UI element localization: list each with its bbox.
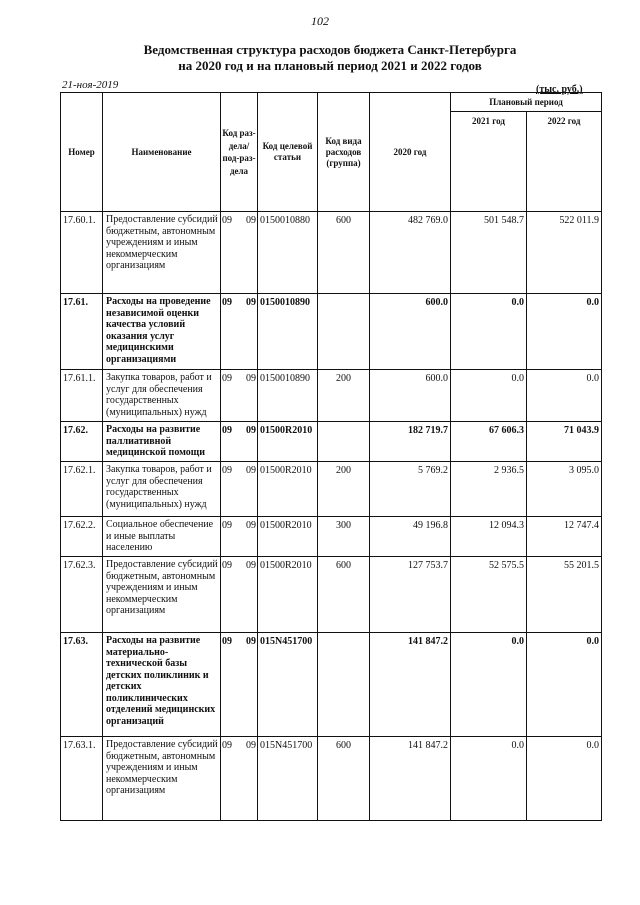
row-razdel bbox=[221, 370, 258, 422]
row-vid-code bbox=[318, 294, 370, 370]
row-number: 17.62.3. bbox=[61, 557, 103, 633]
row-value-2020: 127 753.7 bbox=[370, 557, 451, 633]
row-podrazdel-code: 09 bbox=[246, 425, 256, 436]
row-value-2020: 600.0 bbox=[370, 294, 451, 370]
row-value-2022: 0.0 bbox=[527, 737, 602, 821]
row-razdel-code: 09 bbox=[222, 465, 232, 476]
header-2021: 2021 год bbox=[451, 112, 527, 212]
row-number: 17.63.1. bbox=[61, 737, 103, 821]
row-value-2021: 0.0 bbox=[451, 737, 527, 821]
row-value-2020: 49 196.8 bbox=[370, 517, 451, 557]
table-row bbox=[61, 422, 602, 462]
row-value-2020: 600.0 bbox=[370, 370, 451, 422]
row-number: 17.61.1. bbox=[61, 370, 103, 422]
row-number: 17.62.2. bbox=[61, 517, 103, 557]
row-name: Предоставление субсидий бюджетным, автономным учреждениям и иным некоммерческим организациям bbox=[103, 557, 221, 633]
row-name: Социальное обеспечение и иные выплаты населению bbox=[103, 517, 221, 557]
budget-table bbox=[60, 92, 602, 821]
row-value-2022: 12 747.4 bbox=[527, 517, 602, 557]
document-date: 21-ноя-2019 bbox=[62, 79, 119, 91]
row-number: 17.62.1. bbox=[61, 462, 103, 517]
row-value-2022: 55 201.5 bbox=[527, 557, 602, 633]
row-razdel bbox=[221, 422, 258, 462]
row-name: Закупка товаров, работ и услуг для обеспечения государственных (муниципальных) нужд bbox=[103, 462, 221, 517]
row-name: Предоставление субсидий бюджетным, автономным учреждениям и иным некоммерческим организациям bbox=[103, 737, 221, 821]
header-2020: 2020 год bbox=[370, 93, 451, 212]
row-razdel bbox=[221, 737, 258, 821]
header-vid: Код вида расходов (группа) bbox=[318, 93, 370, 212]
row-value-2020: 5 769.2 bbox=[370, 462, 451, 517]
row-vid-code bbox=[318, 422, 370, 462]
table-row bbox=[61, 294, 602, 370]
table-row bbox=[61, 212, 602, 294]
title-line-2: на 2020 год и на плановый период 2021 и 2022 годов bbox=[178, 58, 482, 73]
row-razdel-code: 09 bbox=[222, 560, 232, 571]
row-value-2021: 12 094.3 bbox=[451, 517, 527, 557]
row-razdel-code: 09 bbox=[222, 297, 232, 308]
row-number: 17.60.1. bbox=[61, 212, 103, 294]
row-podrazdel-code: 09 bbox=[246, 560, 256, 571]
table-row bbox=[61, 517, 602, 557]
row-vid-code: 300 bbox=[318, 517, 370, 557]
row-value-2022: 522 011.9 bbox=[527, 212, 602, 294]
row-razdel bbox=[221, 462, 258, 517]
row-razdel bbox=[221, 212, 258, 294]
header-planned: Плановый период bbox=[451, 93, 602, 112]
row-razdel bbox=[221, 517, 258, 557]
row-vid-code: 600 bbox=[318, 212, 370, 294]
header-number: Номер bbox=[61, 93, 103, 212]
row-podrazdel-code: 09 bbox=[246, 520, 256, 531]
table-row bbox=[61, 737, 602, 821]
row-name: Расходы на развитие материально-технической базы детских поликлиник и детских поликлинических отделений медицинских организаций bbox=[103, 633, 221, 737]
row-value-2021: 67 606.3 bbox=[451, 422, 527, 462]
row-target-code: 01500R2010 bbox=[258, 422, 318, 462]
row-razdel bbox=[221, 294, 258, 370]
row-value-2021: 0.0 bbox=[451, 294, 527, 370]
unit-label: (тыс. руб.) bbox=[536, 84, 583, 95]
row-podrazdel-code: 09 bbox=[246, 297, 256, 308]
row-number: 17.62. bbox=[61, 422, 103, 462]
row-value-2021: 501 548.7 bbox=[451, 212, 527, 294]
header-name: Наименование bbox=[103, 93, 221, 212]
row-name: Расходы на проведение независимой оценки качества условий оказания услуг медицинскими организациями bbox=[103, 294, 221, 370]
row-target-code: 015N451700 bbox=[258, 737, 318, 821]
row-podrazdel-code: 09 bbox=[246, 373, 256, 384]
table-row bbox=[61, 370, 602, 422]
row-podrazdel-code: 09 bbox=[246, 215, 256, 226]
row-target-code: 01500R2010 bbox=[258, 557, 318, 633]
row-value-2022: 0.0 bbox=[527, 633, 602, 737]
row-name: Расходы на развитие паллиативной медицинской помощи bbox=[103, 422, 221, 462]
header-target: Код целевой статьи bbox=[258, 93, 318, 212]
row-value-2021: 0.0 bbox=[451, 370, 527, 422]
row-value-2021: 0.0 bbox=[451, 633, 527, 737]
row-target-code: 015N451700 bbox=[258, 633, 318, 737]
row-number: 17.63. bbox=[61, 633, 103, 737]
row-name: Закупка товаров, работ и услуг для обеспечения государственных (муниципальных) нужд bbox=[103, 370, 221, 422]
row-razdel-code: 09 bbox=[222, 425, 232, 436]
row-target-code: 0150010890 bbox=[258, 294, 318, 370]
header-razdel: Код раз-дела/ под-раз-дела bbox=[221, 93, 258, 212]
row-number: 17.61. bbox=[61, 294, 103, 370]
row-target-code: 01500R2010 bbox=[258, 462, 318, 517]
table-row bbox=[61, 462, 602, 517]
row-razdel-code: 09 bbox=[222, 373, 232, 384]
header-2022: 2022 год bbox=[527, 112, 602, 212]
row-razdel-code: 09 bbox=[222, 740, 232, 751]
row-value-2022: 3 095.0 bbox=[527, 462, 602, 517]
row-vid-code: 600 bbox=[318, 557, 370, 633]
row-vid-code: 200 bbox=[318, 370, 370, 422]
table-row bbox=[61, 557, 602, 633]
row-podrazdel-code: 09 bbox=[246, 740, 256, 751]
row-target-code: 0150010880 bbox=[258, 212, 318, 294]
title-line-1: Ведомственная структура расходов бюджета Санкт-Петербурга bbox=[143, 42, 517, 57]
row-razdel-code: 09 bbox=[222, 636, 232, 647]
row-value-2020: 141 847.2 bbox=[370, 737, 451, 821]
table-body bbox=[61, 212, 602, 821]
row-razdel bbox=[221, 633, 258, 737]
row-value-2022: 0.0 bbox=[527, 370, 602, 422]
row-value-2020: 141 847.2 bbox=[370, 633, 451, 737]
row-vid-code bbox=[318, 633, 370, 737]
row-value-2022: 0.0 bbox=[527, 294, 602, 370]
page-number: 102 bbox=[311, 14, 329, 28]
row-value-2022: 71 043.9 bbox=[527, 422, 602, 462]
row-razdel-code: 09 bbox=[222, 520, 232, 531]
row-target-code: 01500R2010 bbox=[258, 517, 318, 557]
row-target-code: 0150010890 bbox=[258, 370, 318, 422]
row-vid-code: 600 bbox=[318, 737, 370, 821]
row-name: Предоставление субсидий бюджетным, автономным учреждениям и иным некоммерческим организациям bbox=[103, 212, 221, 294]
row-value-2020: 182 719.7 bbox=[370, 422, 451, 462]
row-value-2021: 52 575.5 bbox=[451, 557, 527, 633]
row-value-2020: 482 769.0 bbox=[370, 212, 451, 294]
row-value-2021: 2 936.5 bbox=[451, 462, 527, 517]
row-podrazdel-code: 09 bbox=[246, 636, 256, 647]
row-vid-code: 200 bbox=[318, 462, 370, 517]
row-razdel bbox=[221, 557, 258, 633]
row-razdel-code: 09 bbox=[222, 215, 232, 226]
page-title bbox=[60, 42, 600, 74]
row-podrazdel-code: 09 bbox=[246, 465, 256, 476]
table-row bbox=[61, 633, 602, 737]
